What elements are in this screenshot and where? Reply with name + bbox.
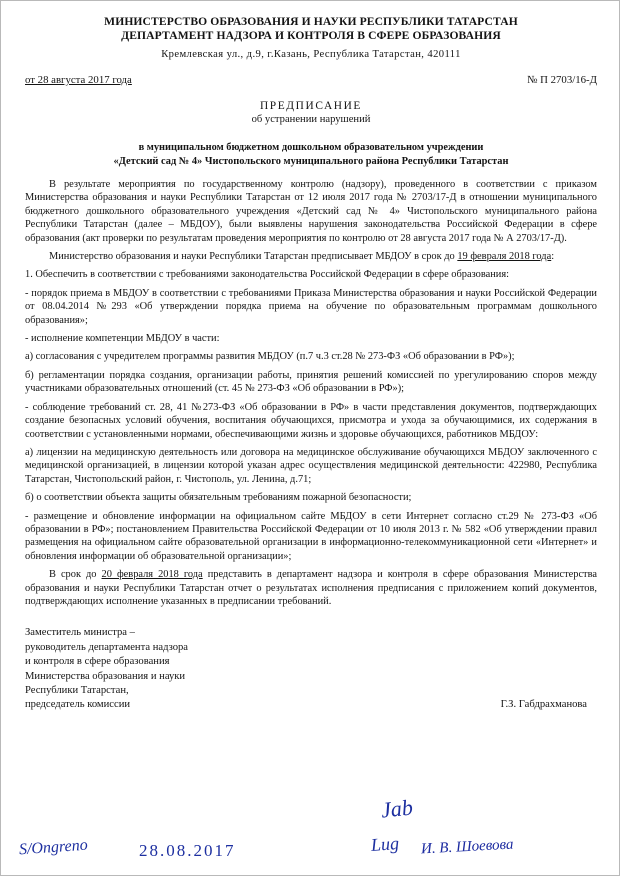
signature-line1: Заместитель министра – <box>25 627 135 639</box>
signature-line4: Министерства образования и науки <box>25 670 186 682</box>
signature-line5: Республики Татарстан, <box>25 685 129 696</box>
signature-line2: руководитель департамента надзора <box>25 641 189 653</box>
paragraph-intro: В результате мероприятия по государственному контролю (надзору), проведенного в соответствии с приказом Министерства образования и науки Республики Татарстан от 12 июля 2017 года № 2703/17-Д в отношении муниципального бюджетного дошкольного образовательного учреждения «Детский сад № 4» Чистопольского муниципального района Республики Татарстан (далее – МБДОУ), были выявлены нарушения законодательства Российской Федерации в сфере образования (акт проверки по результатам проведения мероприятия по контролю от 28 августа 2017 года № А 2703/17-Д). <box>25 179 597 244</box>
signature-block <box>25 626 597 712</box>
handwritten-signature-name: И. В. Шоевова <box>420 836 514 858</box>
handwritten-signature-left: S/Ongreno <box>18 836 89 859</box>
ministry-address: Кремлевская ул., д.9, г.Казань, Республика Татарстан, 420111 <box>161 49 461 60</box>
signature-line6-row <box>25 698 597 712</box>
organization-line1: в муниципальном бюджетном дошкольном образовательном учреждении <box>138 142 484 153</box>
paragraph-item1: 1. Обеспечить в соответствии с требованиями законодательства Российской Федерации в сфере образования: <box>25 269 509 281</box>
deadline-text-pre: Министерство образования и науки Республики Татарстан предписывает МБДОУ в срок до <box>49 251 458 263</box>
report-text-post: представить в департамент надзора и контроля в сфере образования Министерства образования и науки Республики Татарстан отчет о результатах исполнения предписания с приложением копий документов, подтверждающих исполнение указанных в предписании требований. <box>25 569 597 607</box>
handwritten-date: 28.08.2017 <box>139 841 236 860</box>
paragraph-item1-c: - соблюдение требований ст. 28, 41 №273-ФЗ «Об образовании в РФ» в части представления документов, подтверждающих создание безопасных условий обучения, воспитания обучающихся, присмотра и ухода за обучающимися, их содержания в соответствии с установленными нормами, обеспечивающими жизнь и здоровье обучающихся, работников МБДОУ: <box>25 401 597 440</box>
signature-line3: и контроля в сфере образования <box>25 656 170 668</box>
paragraph-item1-c-a: а) лицензии на медицинскую деятельность или договора на медицинское обслуживание обучающихся МБДОУ заключенного с медицинской организацией, в лицензии которой указан адрес осуществления медицинской деятельности: 422980, Республика Татарстан, Чистопольский район, г. Чистополь, ул. Ленина, д.71; <box>25 446 597 485</box>
paragraph-report <box>25 568 597 608</box>
signature-line6: председатель комиссии <box>25 699 131 711</box>
deadline-text-post: : <box>551 251 555 263</box>
document-meta <box>25 74 597 86</box>
ministry-title-line1: МИНИСТЕРСТВО ОБРАЗОВАНИЯ И НАУКИ РЕСПУБЛИКИ ТАТАРСТАН <box>104 15 518 28</box>
paragraph-item1-b-b: б) регламентации порядка создания, организации работы, принятия решений комиссией по урегулированию споров между участниками образовательных отношений (ст. 45 № 273-ФЗ «Об образовании в РФ»); <box>25 369 597 395</box>
signatory-name: Г.З. Габдрахманова <box>500 699 587 711</box>
paragraph-item1-d: - размещение и обновление информации на официальном сайте МБДОУ в сети Интернет согласно ст.29 № 273-ФЗ «Об образовании в РФ»; постановлением Правительства Российской Федерации от 10 июля 2013 г. № 582 «Об утверждении правил размещения на официальном сайте образовательной организации в информационно-телекоммуникационной сети «Интернет» и обновления информации об образовательной организации»; <box>25 510 597 562</box>
document-body <box>1 1 619 713</box>
paragraph-item1-a: - порядок приема в МБДОУ в соответствии с требованиями Приказа Министерства образования и науки Российской Федерации от 08.04.2014 №293 «Об утверждении порядка приема на обучение по образовательным программам дошкольного образования»; <box>25 287 597 326</box>
organization-block <box>25 141 597 169</box>
organization-line2: «Детский сад № 4» Чистопольского муниципального района Республики Татарстан <box>113 156 509 167</box>
report-text-pre: В срок до <box>49 569 102 581</box>
ministry-title-line2: ДЕПАРТАМЕНТ НАДЗОРА И КОНТРОЛЯ В СФЕРЕ ОБРАЗОВАНИЯ <box>121 29 501 42</box>
deadline-date: 19 февраля 2018 года <box>457 251 552 263</box>
paragraph-item1-b-a: а) согласования с учредителем программы развития МБДОУ (п.7 ч.3 ст.28 № 273-ФЗ «Об образовании в РФ»); <box>25 351 515 363</box>
document-title: ПРЕДПИСАНИЕ <box>259 100 362 112</box>
document-date: от 28 августа 2017 года <box>25 74 132 86</box>
paragraph-deadline <box>25 250 597 263</box>
handwritten-signature-secondary: Lug <box>370 833 400 855</box>
document-subtitle: об устранении нарушений <box>251 114 371 125</box>
handwritten-signature-primary: Jab <box>379 794 414 823</box>
report-date: 20 февраля 2018 года <box>101 569 203 581</box>
paragraph-item1-c-b: б) о соответствии объекта защиты обязательным требованиям пожарной безопасности; <box>25 492 412 504</box>
paragraph-item1-b: - исполнение компетенции МБДОУ в части: <box>25 333 220 345</box>
document-number: № П 2703/16-Д <box>527 74 597 86</box>
